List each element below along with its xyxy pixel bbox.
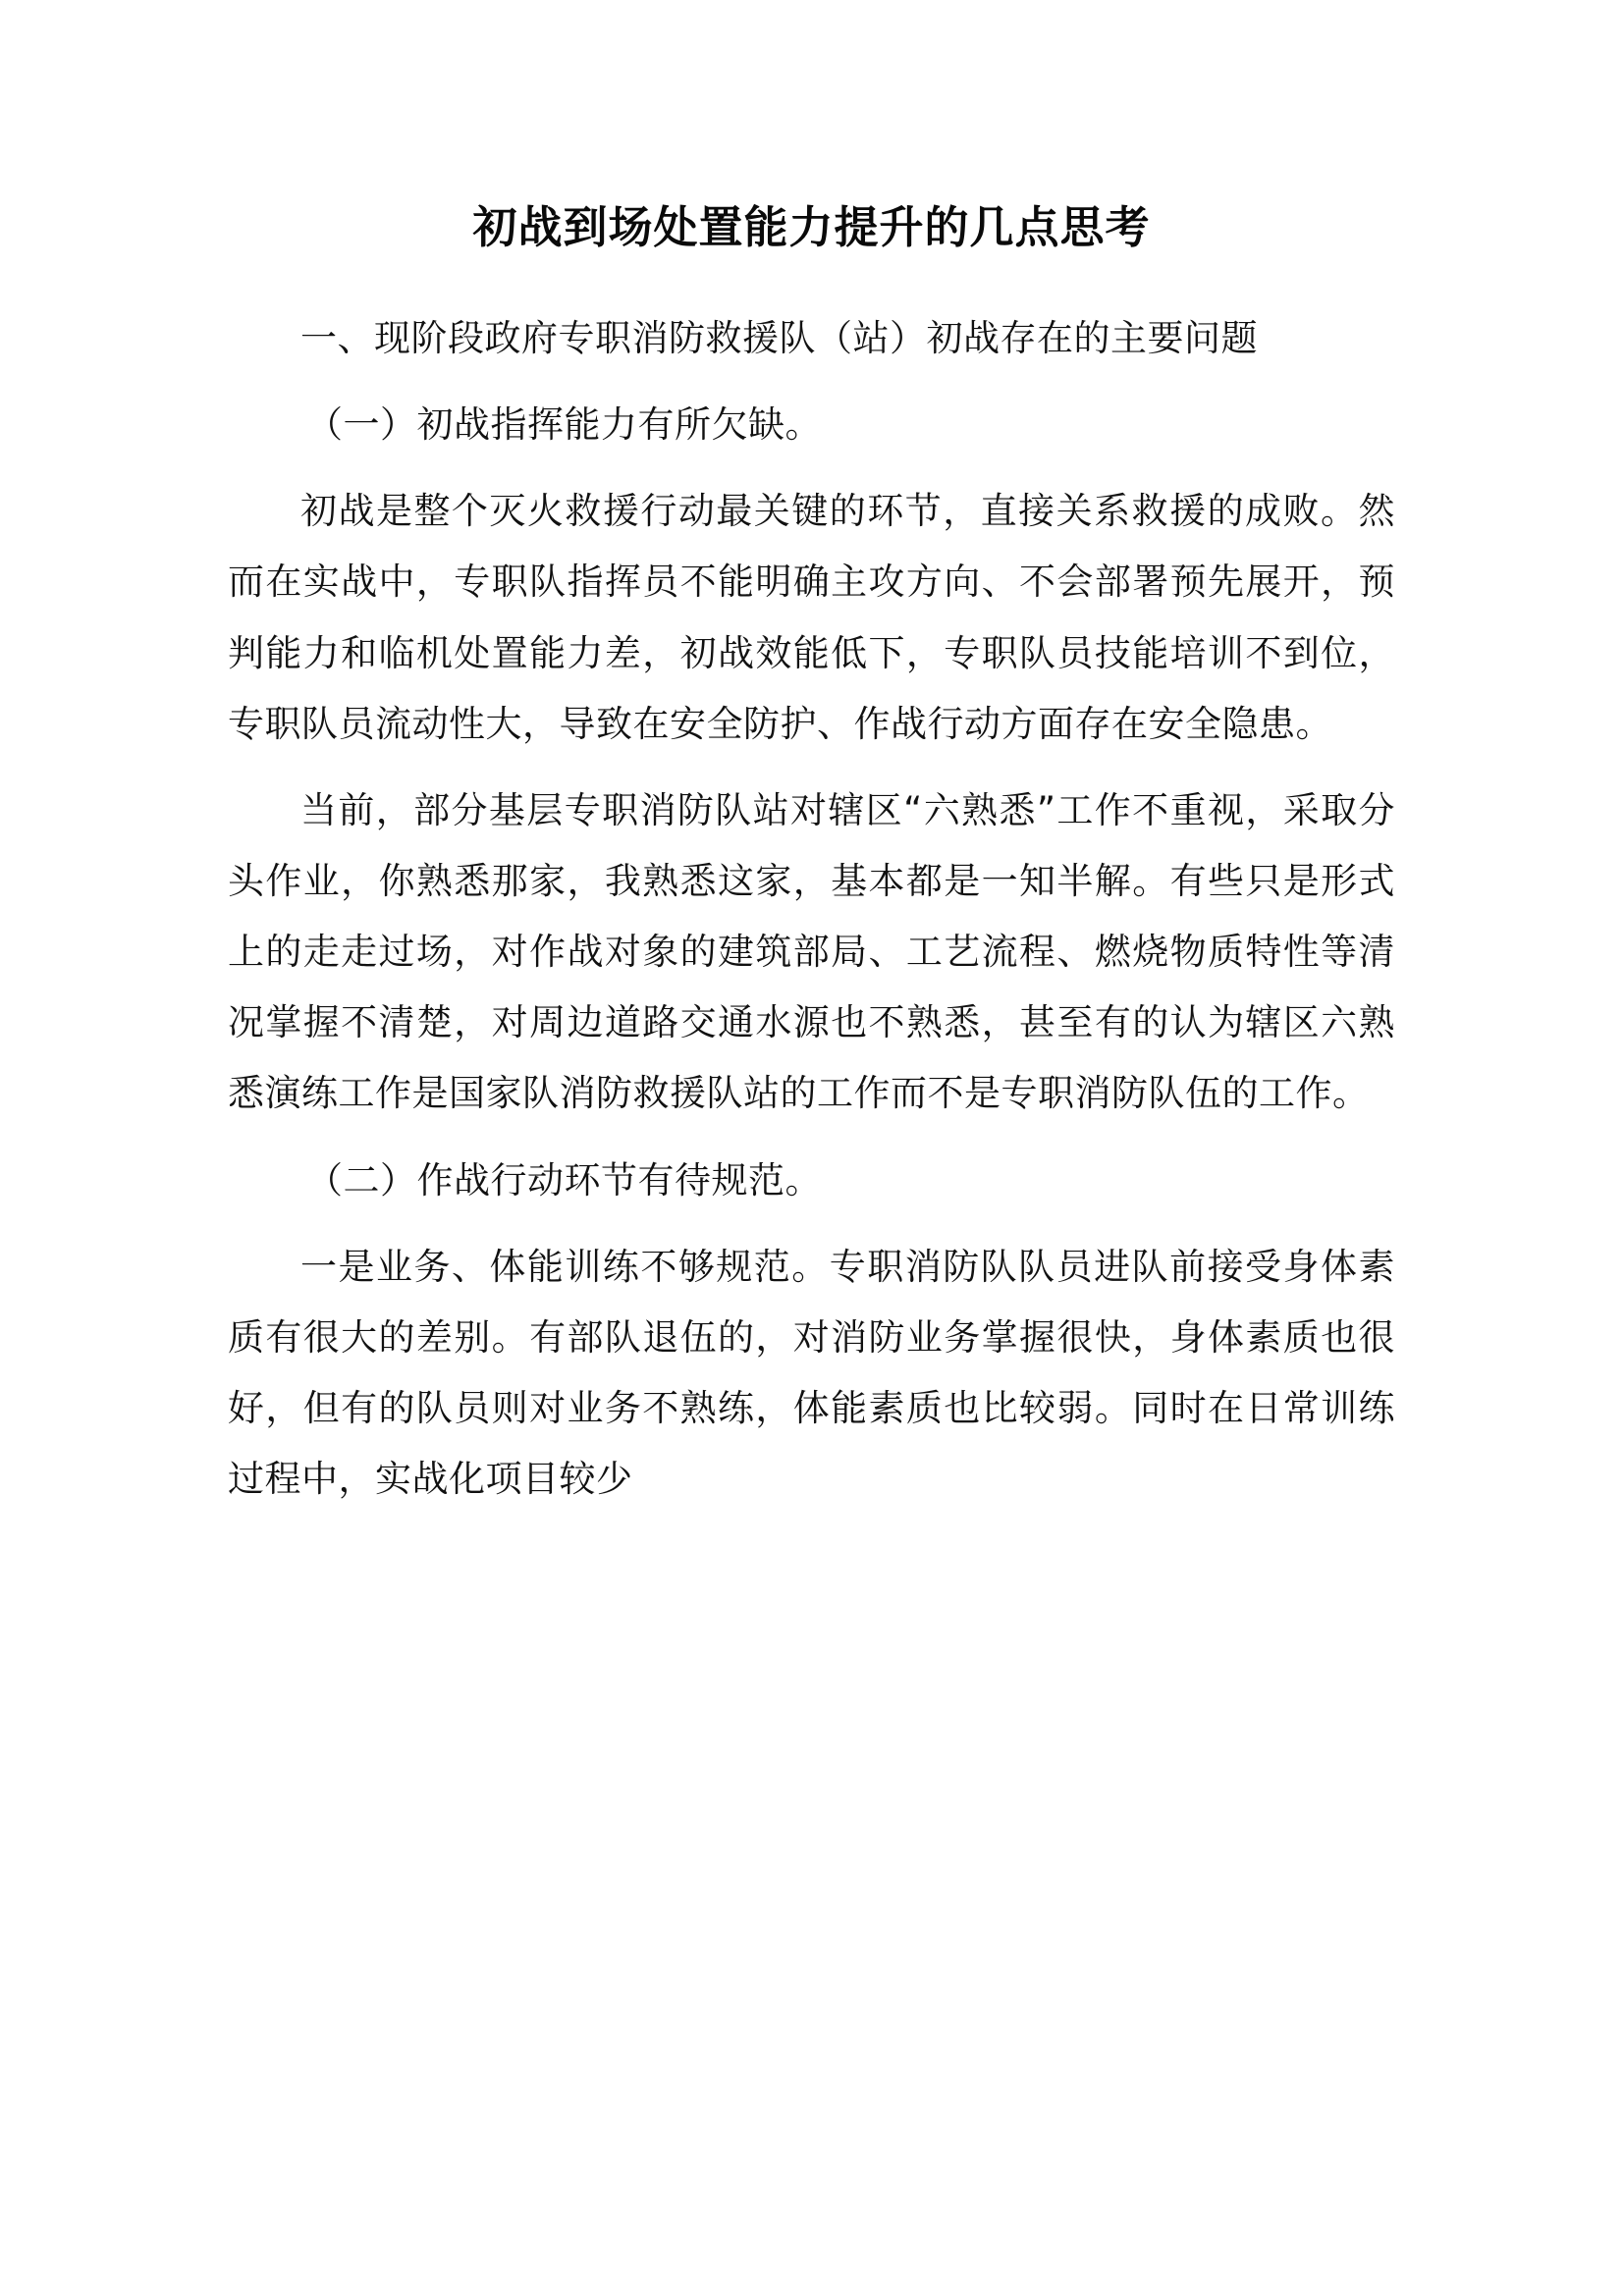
paragraph-1: 初战是整个灭火救援行动最关键的环节，直接关系救援的成败。然而在实战中，专职队指挥员不能明确主攻方向、不会部署预先展开，预判能力和临机处置能力差，初战效能低下，专职队员技能培训不到位，专职队员流动性大，导致在安全防护、作战行动方面存在安全隐患。 (228, 490, 1395, 745)
paragraph-3: 一是业务、体能训练不够规范。专职消防队队员进队前接受身体素质有很大的差别。有部队退伍的，对消防业务掌握很快，身体素质也很好，但有的队员则对业务不熟练，体能素质也比较弱。同时在日常训练过程中，实战化项目较少 (228, 1245, 1395, 1501)
paragraph-2: 当前，部分基层专职消防队站对辖区“六熟悉”工作不重视，采取分头作业，你熟悉那家，我熟悉这家，基本都是一知半解。有些只是形式上的走走过场，对作战对象的建筑部局、工艺流程、燃烧物质特性等清况掌握不清楚，对周边道路交通水源也不熟悉，甚至有的认为辖区六熟悉演练工作是国家队消防救援队站的工作而不是专职消防队伍的工作。 (228, 788, 1395, 1115)
subsection-one-heading: （一）初战指挥能力有所欠缺。 (306, 403, 822, 447)
subsection-two-heading: （二）作战行动环节有待规范。 (306, 1158, 822, 1201)
page-title: 初战到场处置能力提升的几点思考 (472, 201, 1151, 253)
section-one-heading: 一、现阶段政府专职消防救援队（站）初战存在的主要问题 (300, 317, 1258, 359)
